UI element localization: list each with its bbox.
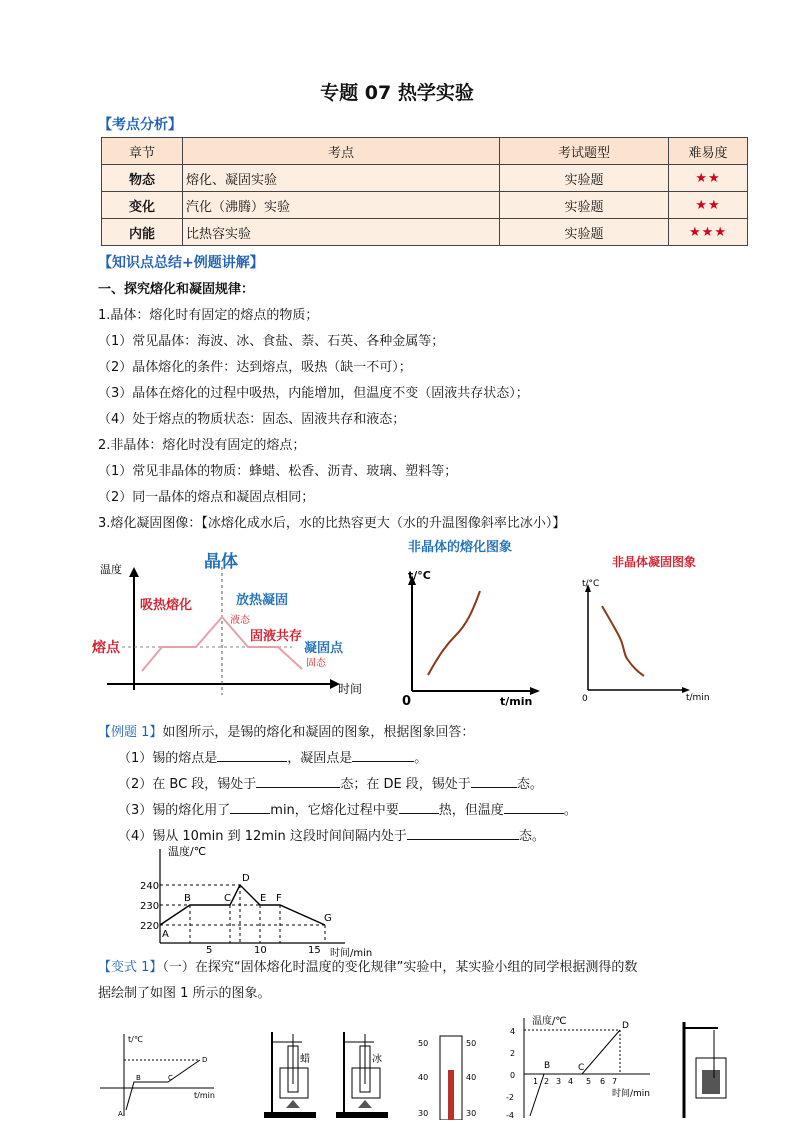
big-ylabel: 温度/℃: [532, 1016, 567, 1027]
text-line: 3.熔化凝固图像：【冰熔化成水后，水的比热容更大（水的升温图像斜率比冰小）】: [98, 516, 566, 531]
point-label: C: [224, 893, 231, 904]
col-difficulty: 难易度: [669, 138, 748, 165]
type-cell: 实验题: [500, 165, 669, 192]
thermo-tick: 40: [466, 1073, 477, 1082]
variant1-text: （一）在探究“固体熔化时温度的变化规律”实验中，某实验小组的同学根据测得的数: [162, 960, 638, 975]
melting-point-label: 熔点: [92, 640, 120, 656]
text-line: （4）处于熔点的物质状态：固态、固液共存和液态；: [98, 412, 406, 427]
text-line: 1.晶体：熔化时有固定的熔点的物质；: [98, 308, 319, 323]
answer-blank[interactable]: [504, 801, 564, 814]
question-3: [118, 799, 577, 818]
text-line: （3）晶体在熔化的过程中吸热，内能增加，但温度不变（固液共存状态）；: [98, 386, 529, 401]
q2-text-a: （2）在 BC 段，锡处于: [118, 777, 257, 792]
text-line: （1）常见晶体：海波、冰、食盐、萘、石英、各种金属等；: [98, 334, 445, 349]
table-row: [102, 192, 748, 219]
q1-text-b: ，凝固点是: [287, 751, 353, 766]
question-1: [118, 747, 427, 766]
type-cell: 实验题: [500, 219, 669, 246]
q4-text-a: （4）锡从 10min 到 12min 这段时间间隔内处于: [118, 829, 407, 844]
freezing-point-label: 凝固点: [304, 641, 344, 656]
point-label: G: [324, 913, 332, 924]
point-cell: 熔化、凝固实验: [183, 165, 500, 192]
answer-blank[interactable]: [230, 801, 270, 814]
section-analysis: 【考点分析】: [98, 117, 182, 133]
amorphous-melt-title: 非晶体的熔化图象: [408, 540, 513, 555]
ytick: 230: [140, 901, 160, 912]
point-label: A: [118, 1110, 123, 1118]
point-cell: 汽化（沸腾）实验: [183, 192, 500, 219]
origin-label: 0: [582, 694, 588, 704]
ytick: 4: [510, 1027, 516, 1036]
thermo-tick: 30: [466, 1109, 477, 1118]
melt-freeze-curve: [142, 617, 302, 671]
point-label: B: [184, 893, 191, 904]
point-label: D: [202, 1056, 208, 1064]
solid-label: 固态: [306, 658, 326, 669]
xtick: 5: [206, 945, 213, 956]
answer-blank[interactable]: [352, 749, 414, 762]
ytick: -2: [506, 1093, 514, 1102]
origin-label: 0: [402, 694, 412, 708]
xtick: 5: [586, 1077, 592, 1086]
apparatus-right: [674, 1018, 734, 1120]
wax-label: 蜡: [300, 1054, 310, 1065]
small-ylabel: t/℃: [128, 1035, 143, 1044]
tin-ylabel: 温度/℃: [168, 845, 207, 858]
xtick: 1: [533, 1077, 539, 1086]
ytick: 220: [140, 921, 160, 932]
coexist-label: 固液共存: [250, 629, 303, 644]
amorphous-melt-figure: [400, 533, 565, 708]
burner: [358, 1100, 372, 1108]
type-cell: 实验题: [500, 192, 669, 219]
answer-blank[interactable]: [217, 749, 287, 762]
ice-label: 冰: [372, 1054, 382, 1065]
star-rating: ★★★: [669, 219, 748, 246]
star-rating: ★★: [669, 165, 748, 192]
thermo-tick: 50: [418, 1039, 429, 1048]
q4-text-b: 态。: [518, 829, 545, 844]
q3-text-c: 热，但温度: [438, 803, 504, 818]
chapter-cell: 物态: [102, 165, 183, 192]
xtick: 15: [308, 945, 321, 956]
point-cell: 比热容实验: [183, 219, 500, 246]
xtick: 7: [612, 1077, 618, 1086]
thermo-tick: 50: [466, 1039, 477, 1048]
xtick: 10: [254, 945, 267, 956]
text-line: 2.非晶体：熔化时没有固定的熔点；: [98, 438, 306, 453]
x-label: t/min: [500, 695, 533, 708]
point-label: A: [162, 929, 169, 940]
tin-xlabel: 时间/min: [330, 948, 373, 959]
ytick: -4: [506, 1111, 514, 1120]
answer-blank[interactable]: [256, 775, 340, 788]
q2-text-c: 态。: [516, 777, 543, 792]
y-axis-label: 温度: [100, 563, 122, 576]
crystal-title: 晶体: [204, 552, 238, 572]
xtick: 2: [544, 1077, 550, 1086]
answer-blank[interactable]: [407, 827, 519, 840]
small-xlabel: t/min: [194, 1091, 215, 1100]
table-row: [102, 219, 748, 246]
col-point: 考点: [183, 138, 500, 165]
ice-temp-chart: [500, 1012, 670, 1120]
text-line: （2）同一晶体的熔点和凝固点相同；: [98, 490, 315, 505]
variant1-line1: [98, 956, 637, 975]
example1-stem: [98, 721, 474, 740]
q1-text-c: 。: [414, 751, 428, 766]
apparatus-ice: [334, 1028, 396, 1120]
amorphous-freeze-figure: [578, 548, 728, 708]
question-2: [118, 773, 543, 792]
xtick: 6: [600, 1077, 606, 1086]
question-4: [118, 825, 545, 844]
ice-curve: [530, 1030, 620, 1116]
point-label: C: [168, 1074, 173, 1082]
thermometer-figure: [416, 1034, 486, 1120]
point-label: B: [136, 1074, 141, 1082]
q3-text-a: （3）锡的熔化用了: [118, 803, 231, 818]
example1-text: 如图所示，是锡的熔化和凝固的图象，根据图象回答：: [162, 725, 475, 740]
freeze-curve: [602, 606, 644, 676]
q1-text-a: （1）锡的熔点是: [118, 751, 218, 766]
point-label: B: [544, 1061, 551, 1071]
thermo-tick: 40: [418, 1073, 429, 1082]
figure1-chart: [96, 1030, 226, 1120]
xtick: 3: [556, 1077, 562, 1086]
heading-melting: 一、探究熔化和凝固规律：: [98, 282, 255, 297]
q3-text-b: min，它熔化过程中要: [270, 803, 399, 818]
topic-table: [101, 137, 748, 246]
y-label: t/°C: [408, 569, 431, 582]
example1-tag: 【例题 1】: [98, 725, 163, 740]
table-header-row: [102, 138, 748, 165]
answer-blank[interactable]: [399, 801, 439, 814]
stand-base: [336, 1112, 388, 1118]
amorphous-freeze-title: 非晶体凝固图象: [612, 555, 697, 569]
xtick: 4: [568, 1077, 574, 1086]
q3-text-d: 。: [563, 803, 577, 818]
text-line: （1）常见非晶体的物质：蜂蜡、松香、沥青、玻璃、塑料等；: [98, 464, 458, 479]
chapter-cell: 变化: [102, 192, 183, 219]
variant1-tag: 【变式 1】: [98, 960, 163, 975]
q2-text-b: 态；在 DE 段，锡处于: [340, 777, 471, 792]
y-label: t/°C: [582, 579, 600, 589]
point-label: D: [242, 873, 250, 884]
answer-blank[interactable]: [471, 775, 517, 788]
ytick: 0: [510, 1071, 516, 1080]
point-label: E: [260, 893, 267, 904]
mercury-column: [448, 1070, 454, 1120]
table-row: [102, 165, 748, 192]
col-type: 考试题型: [500, 138, 669, 165]
liquid-label: 液态: [230, 615, 250, 626]
melt-label: 吸热熔化: [140, 598, 193, 613]
freeze-label: 放热凝固: [236, 593, 289, 608]
y-arrow: [129, 567, 139, 577]
tin-chart: [140, 843, 400, 963]
apparatus-wax: [262, 1028, 324, 1120]
beaker: [352, 1068, 380, 1098]
big-xlabel: 时间/min: [612, 1089, 651, 1099]
point-label: D: [622, 1021, 629, 1031]
chapter-cell: 内能: [102, 219, 183, 246]
point-label: F: [276, 893, 282, 904]
burner: [286, 1100, 300, 1108]
ytick: 2: [510, 1049, 516, 1058]
section-knowledge: 【知识点总结+例题讲解】: [98, 255, 264, 271]
ytick: 240: [140, 881, 160, 892]
x-label: t/min: [686, 693, 710, 703]
solid-sample: [702, 1070, 720, 1094]
figure1-curve: [126, 1060, 200, 1110]
x-axis-label: 时间: [338, 682, 363, 696]
variant1-line2: 据绘制了如图 1 所示的图象。: [98, 986, 271, 1001]
crystal-figure: [92, 545, 377, 705]
thermo-tick: 30: [418, 1109, 429, 1118]
col-chapter: 章节: [102, 138, 183, 165]
beaker: [280, 1068, 308, 1098]
text-line: （2）晶体熔化的条件：达到熔点，吸热（缺一不可）；: [98, 360, 412, 375]
melt-curve: [428, 591, 480, 675]
point-label: C: [578, 1063, 585, 1073]
page-title: 专题 07 热学实验: [320, 82, 474, 104]
star-rating: ★★: [669, 192, 748, 219]
stand-base: [264, 1112, 316, 1118]
x-arrow: [530, 687, 540, 695]
